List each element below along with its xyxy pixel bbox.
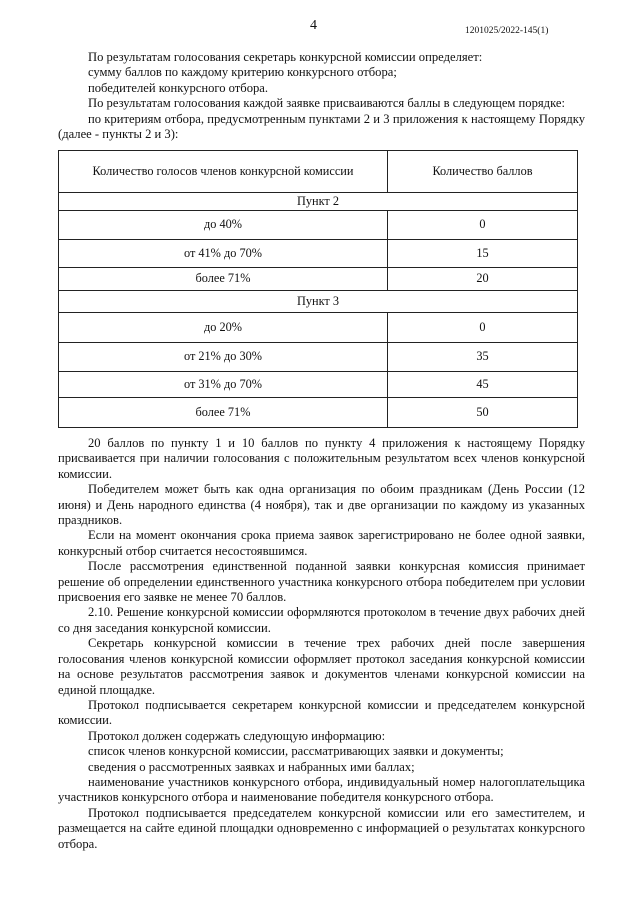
paragraph: список членов конкурсной комиссии, рассматривающих заявки и документы;	[88, 744, 504, 759]
cell-points: 0	[388, 211, 578, 240]
cell-votes: от 21% до 30%	[59, 343, 388, 372]
header-points: Количество баллов	[388, 151, 578, 193]
paragraph: Секретарь конкурсной комиссии в течение трех рабочих дней после завершения голосования членов конкурсной комиссии оформляет протокол заседания конкурсной комиссии на основе результатов рассмотрения заявок и документов членами конкурсной комиссии на единой площадке.	[58, 636, 585, 697]
paragraph: 2.10. Решение конкурсной комиссии оформляются протоколом в течение двух рабочих дней со дня заседания конкурсной комиссии.	[58, 605, 585, 635]
cell-votes: до 20%	[59, 313, 388, 343]
cell-points: 35	[388, 343, 578, 372]
paragraph: После рассмотрения единственной поданной заявки конкурсная комиссия принимает решение об определении единственного участника конкурсного отбора победителем при условии присвоения его заявке не менее 70 баллов.	[58, 559, 585, 605]
document-code: 1201025/2022-145(1)	[465, 26, 549, 36]
page-number: 4	[310, 18, 317, 33]
cell-votes: до 40%	[59, 211, 388, 240]
paragraph: Протокол подписывается председателем конкурсной комиссии или его заместителем, и размещается на сайте единой площадки одновременно с информацией о результатах конкурсного отбора.	[58, 805, 585, 851]
cell-votes: более 71%	[59, 398, 388, 428]
paragraph: По результатам голосования каждой заявке присваиваются баллы в следующем порядке:	[88, 96, 565, 111]
paragraph: по критериям отбора, предусмотренным пунктами 2 и 3 приложения к настоящему Порядку (далее - пункты 2 и 3):	[58, 111, 585, 142]
paragraph: наименование участников конкурсного отбора, индивидуальный номер налогоплательщика участников конкурсного отбора и наименование победителя конкурсного отбора.	[58, 774, 585, 805]
cell-points: 15	[388, 240, 578, 268]
section-title: Пункт 2	[59, 193, 578, 211]
paragraph: сумму баллов по каждому критерию конкурсного отбора;	[88, 65, 397, 80]
paragraph: По результатам голосования секретарь конкурсной комиссии определяет:	[88, 50, 483, 64]
cell-points: 0	[388, 313, 578, 343]
paragraph: Если на момент окончания срока приема заявок зарегистрировано не более одной заявки, конкурсный отбор считается несостоявшимся.	[58, 528, 585, 558]
cell-votes: более 71%	[59, 268, 388, 291]
paragraph: Протокол подписывается секретарем конкурсной комиссии и председателем конкурсной комиссии.	[58, 697, 585, 728]
cell-votes: от 41% до 70%	[59, 240, 388, 268]
cell-points: 20	[388, 268, 578, 291]
scores-table	[58, 150, 578, 428]
paragraph: Победителем может быть как одна организация по обоим праздникам (День России (12 июня) и День народного единства (4 ноября), так и две организации по каждому из указанных праздников.	[58, 482, 585, 528]
cell-points: 45	[388, 372, 578, 398]
paragraph: Протокол должен содержать следующую информацию:	[88, 728, 386, 743]
header-votes: Количество голосов членов конкурсной комиссии	[59, 151, 388, 193]
body-text	[58, 436, 585, 852]
paragraph: сведения о рассмотренных заявках и набранных ими баллах;	[88, 759, 415, 774]
intro-text	[58, 50, 585, 142]
cell-votes: от 31% до 70%	[59, 372, 388, 398]
cell-points: 50	[388, 398, 578, 428]
section-title: Пункт 3	[59, 291, 578, 313]
paragraph: победителей конкурсного отбора.	[88, 80, 269, 95]
paragraph: 20 баллов по пункту 1 и 10 баллов по пункту 4 приложения к настоящему Порядку присваивается при наличии голосования с положительным результатом всех членов конкурсной комиссии.	[58, 436, 585, 481]
